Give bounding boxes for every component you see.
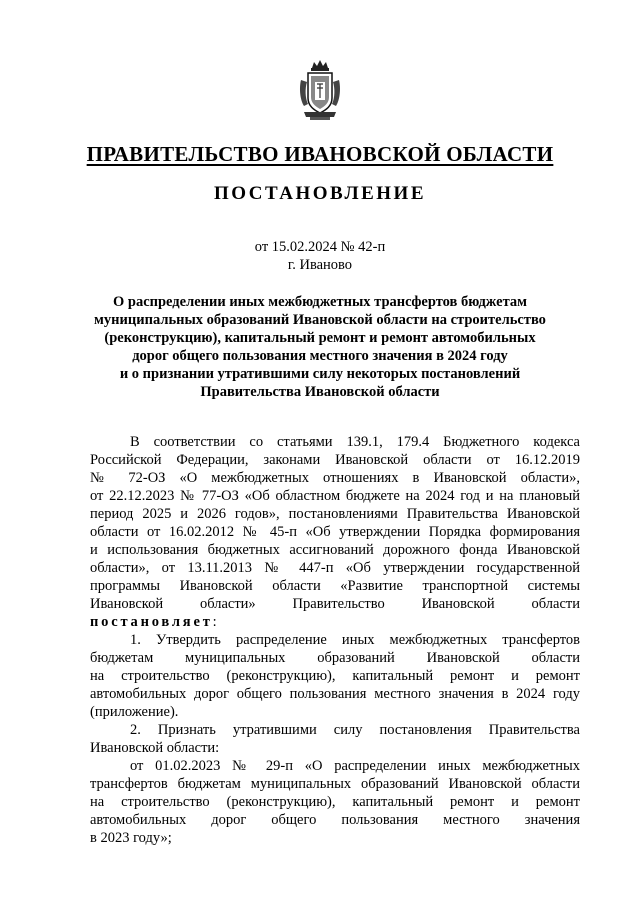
text-line: трансфертов бюджетам муниципальных образований Ивановской области — [90, 776, 580, 792]
title-line: Правительства Ивановской области — [200, 384, 440, 400]
text-line: и использования бюджетных ассигнований дорожного фонда Ивановской — [90, 542, 580, 558]
text-line: автомобильных дорог общего пользования местного значения в 2024 году — [90, 686, 580, 702]
text-line: № 72-ОЗ «О межбюджетных отношениях в Ивановской области», — [90, 470, 580, 486]
text-line: на строительство (реконструкцию), капитальный ремонт и ремонт — [90, 668, 580, 684]
text-line: в 2023 году»; — [90, 830, 172, 846]
date-number: от 15.02.2024 № 42-п — [254, 239, 386, 255]
text-line: области», от 13.11.2013 № 447-п «Об утверждении государственной — [90, 560, 580, 576]
text-line: период 2025 и 2026 годов», постановлениями Правительства Ивановской — [90, 506, 580, 522]
organization-name: ПРАВИТЕЛЬСТВО ИВАНОВСКОЙ ОБЛАСТИ — [86, 142, 554, 166]
title-line: О распределении иных межбюджетных трансфертов бюджетам — [112, 294, 527, 310]
text-line: на строительство (реконструкцию), капитальный ремонт и ремонт — [90, 794, 580, 810]
item-2 — [90, 721, 580, 739]
text-line: программы Ивановской области «Развитие транспортной системы — [90, 578, 580, 594]
title-line: (реконструкцию), капитальный ремонт и ремонт автомобильных — [104, 330, 536, 346]
text-line: Ивановской области» Правительство Ивановской области — [90, 596, 580, 612]
decree-colon: : — [212, 614, 217, 630]
text-line: бюджетам муниципальных образований Ивановской области — [90, 650, 580, 666]
title-line: и о признании утратившими силу некоторых постановлений — [119, 366, 521, 382]
title-line: дорог общего пользования местного значения в 2024 году — [132, 348, 508, 364]
text-line: Российской Федерации, законами Ивановской области от 16.12.2019 — [90, 452, 580, 468]
item-1 — [90, 631, 580, 649]
item-2-subitem — [90, 757, 580, 775]
text-line: Ивановской области: — [90, 740, 220, 756]
text-line: 2. Признать утратившими силу постановления Правительства — [130, 722, 580, 738]
document-meta — [0, 238, 640, 274]
city: г. Иваново — [287, 257, 353, 273]
text-line: В соответствии со статьями 139.1, 179.4 Бюджетного кодекса — [130, 434, 580, 450]
text-line: (приложение). — [90, 704, 179, 720]
preamble-paragraph — [90, 433, 580, 451]
decree-line — [90, 613, 580, 631]
text-line: 1. Утвердить распределение иных межбюджетных трансфертов — [130, 632, 580, 648]
text-line: от 01.02.2023 № 29-п «О распределении иных межбюджетных — [130, 758, 580, 774]
title-line: муниципальных образований Ивановской области на строительство — [94, 312, 546, 328]
document-body — [90, 433, 580, 847]
item-1-continuation — [90, 649, 580, 721]
decree-word: постановляет — [90, 614, 213, 630]
text-line: области от 16.02.2012 № 45-п «Об утверждении Порядка формирования — [90, 524, 580, 540]
text-line: автомобильных дорог общего пользования местного значения — [90, 812, 580, 828]
document-type: ПОСТАНОВЛЕНИЕ — [213, 183, 427, 204]
document-title — [60, 293, 580, 401]
item-2-continuation — [90, 739, 580, 757]
text-line: от 22.12.2023 № 77-ОЗ «Об областном бюджете на 2024 год и на плановый — [90, 488, 580, 504]
coat-of-arms-icon — [298, 60, 342, 122]
item-2-subitem-continuation — [90, 775, 580, 847]
preamble-continuation — [90, 451, 580, 631]
